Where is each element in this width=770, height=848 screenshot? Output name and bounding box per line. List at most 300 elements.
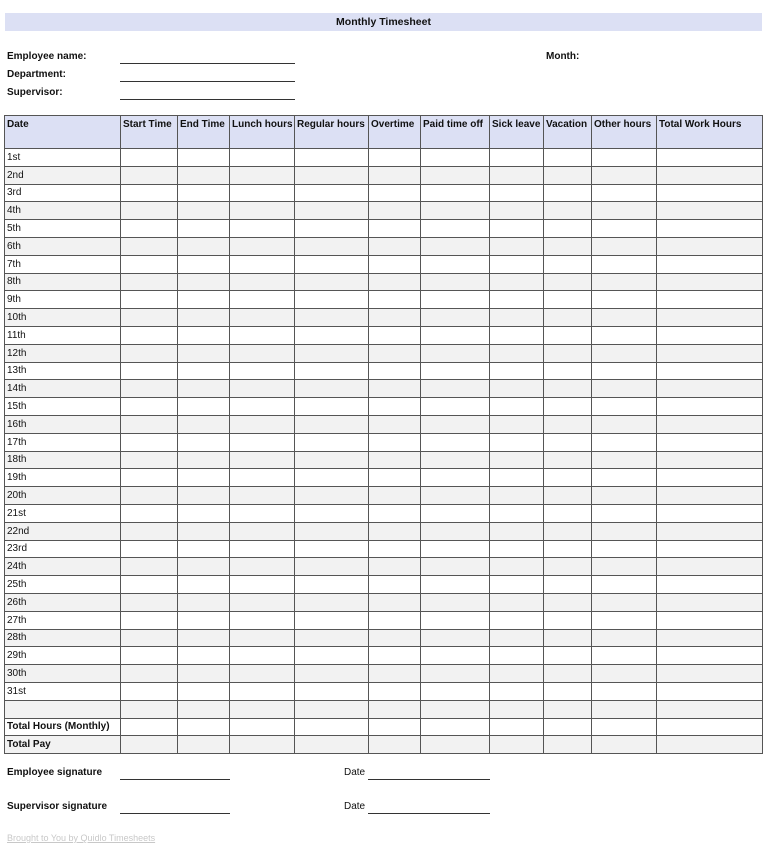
entry-cell[interactable]: [592, 611, 657, 629]
entry-cell[interactable]: [121, 504, 178, 522]
entry-cell[interactable]: [421, 309, 490, 327]
entry-cell[interactable]: [369, 398, 421, 416]
entry-cell[interactable]: [178, 433, 230, 451]
entry-cell[interactable]: [421, 540, 490, 558]
entry-cell[interactable]: [178, 362, 230, 380]
entry-cell[interactable]: [121, 184, 178, 202]
entry-cell[interactable]: [490, 611, 544, 629]
entry-cell[interactable]: [230, 344, 295, 362]
entry-cell[interactable]: [490, 344, 544, 362]
employee-name-field[interactable]: [120, 63, 295, 64]
entry-cell[interactable]: [369, 202, 421, 220]
entry-cell[interactable]: [121, 415, 178, 433]
entry-cell[interactable]: [421, 398, 490, 416]
entry-cell[interactable]: [295, 166, 369, 184]
entry-cell[interactable]: [657, 344, 763, 362]
entry-cell[interactable]: [295, 149, 369, 167]
employee-signature-field[interactable]: [120, 779, 230, 780]
entry-cell[interactable]: [592, 487, 657, 505]
entry-cell[interactable]: [490, 558, 544, 576]
entry-cell[interactable]: [592, 220, 657, 238]
entry-cell[interactable]: [369, 362, 421, 380]
entry-cell[interactable]: [295, 326, 369, 344]
entry-cell[interactable]: [178, 593, 230, 611]
entry-cell[interactable]: [544, 362, 592, 380]
entry-cell[interactable]: [421, 647, 490, 665]
entry-cell[interactable]: [230, 415, 295, 433]
entry-cell[interactable]: [544, 736, 592, 754]
entry-cell[interactable]: [657, 451, 763, 469]
entry-cell[interactable]: [490, 202, 544, 220]
entry-cell[interactable]: [295, 273, 369, 291]
entry-cell[interactable]: [369, 487, 421, 505]
entry-cell[interactable]: [544, 291, 592, 309]
entry-cell[interactable]: [369, 149, 421, 167]
entry-cell[interactable]: [295, 469, 369, 487]
entry-cell[interactable]: [490, 522, 544, 540]
entry-cell[interactable]: [121, 309, 178, 327]
entry-cell[interactable]: [121, 326, 178, 344]
entry-cell[interactable]: [657, 220, 763, 238]
entry-cell[interactable]: [490, 415, 544, 433]
entry-cell[interactable]: [490, 504, 544, 522]
entry-cell[interactable]: [295, 665, 369, 683]
entry-cell[interactable]: [230, 576, 295, 594]
entry-cell[interactable]: [295, 362, 369, 380]
entry-cell[interactable]: [657, 611, 763, 629]
entry-cell[interactable]: [421, 629, 490, 647]
entry-cell[interactable]: [121, 540, 178, 558]
entry-cell[interactable]: [295, 611, 369, 629]
entry-cell[interactable]: [592, 202, 657, 220]
entry-cell[interactable]: [490, 309, 544, 327]
entry-cell[interactable]: [421, 611, 490, 629]
entry-cell[interactable]: [178, 576, 230, 594]
entry-cell[interactable]: [121, 576, 178, 594]
entry-cell[interactable]: [121, 237, 178, 255]
entry-cell[interactable]: [592, 273, 657, 291]
entry-cell[interactable]: [421, 558, 490, 576]
entry-cell[interactable]: [490, 255, 544, 273]
entry-cell[interactable]: [295, 682, 369, 700]
entry-cell[interactable]: [421, 665, 490, 683]
entry-cell[interactable]: [421, 736, 490, 754]
entry-cell[interactable]: [657, 149, 763, 167]
entry-cell[interactable]: [178, 344, 230, 362]
entry-cell[interactable]: [592, 380, 657, 398]
entry-cell[interactable]: [657, 237, 763, 255]
entry-cell[interactable]: [178, 326, 230, 344]
entry-cell[interactable]: [369, 593, 421, 611]
entry-cell[interactable]: [230, 736, 295, 754]
entry-cell[interactable]: [657, 380, 763, 398]
entry-cell[interactable]: [230, 291, 295, 309]
entry-cell[interactable]: [295, 184, 369, 202]
entry-cell[interactable]: [178, 611, 230, 629]
entry-cell[interactable]: [421, 255, 490, 273]
entry-cell[interactable]: [295, 291, 369, 309]
entry-cell[interactable]: [490, 149, 544, 167]
entry-cell[interactable]: [121, 611, 178, 629]
entry-cell[interactable]: [230, 469, 295, 487]
entry-cell[interactable]: [421, 344, 490, 362]
entry-cell[interactable]: [295, 647, 369, 665]
entry-cell[interactable]: [490, 291, 544, 309]
entry-cell[interactable]: [121, 718, 178, 736]
entry-cell[interactable]: [592, 451, 657, 469]
entry-cell[interactable]: [178, 647, 230, 665]
employee-date-field[interactable]: [368, 779, 490, 780]
entry-cell[interactable]: [295, 255, 369, 273]
entry-cell[interactable]: [657, 665, 763, 683]
entry-cell[interactable]: [592, 433, 657, 451]
entry-cell[interactable]: [369, 540, 421, 558]
entry-cell[interactable]: [544, 540, 592, 558]
entry-cell[interactable]: [657, 522, 763, 540]
entry-cell[interactable]: [121, 451, 178, 469]
entry-cell[interactable]: [421, 237, 490, 255]
entry-cell[interactable]: [544, 344, 592, 362]
entry-cell[interactable]: [121, 647, 178, 665]
entry-cell[interactable]: [657, 326, 763, 344]
entry-cell[interactable]: [490, 682, 544, 700]
entry-cell[interactable]: [369, 718, 421, 736]
entry-cell[interactable]: [490, 469, 544, 487]
entry-cell[interactable]: [369, 166, 421, 184]
entry-cell[interactable]: [178, 166, 230, 184]
entry-cell[interactable]: [369, 255, 421, 273]
entry-cell[interactable]: [369, 344, 421, 362]
entry-cell[interactable]: [490, 237, 544, 255]
entry-cell[interactable]: [544, 522, 592, 540]
entry-cell[interactable]: [369, 682, 421, 700]
entry-cell[interactable]: [544, 611, 592, 629]
entry-cell[interactable]: [592, 576, 657, 594]
entry-cell[interactable]: [295, 202, 369, 220]
entry-cell[interactable]: [421, 522, 490, 540]
entry-cell[interactable]: [178, 665, 230, 683]
entry-cell[interactable]: [421, 593, 490, 611]
entry-cell[interactable]: [121, 736, 178, 754]
entry-cell[interactable]: [490, 736, 544, 754]
entry-cell[interactable]: [121, 344, 178, 362]
entry-cell[interactable]: [657, 576, 763, 594]
entry-cell[interactable]: [121, 255, 178, 273]
entry-cell[interactable]: [295, 718, 369, 736]
entry-cell[interactable]: [369, 469, 421, 487]
entry-cell[interactable]: [490, 273, 544, 291]
entry-cell[interactable]: [230, 504, 295, 522]
entry-cell[interactable]: [544, 433, 592, 451]
entry-cell[interactable]: [544, 487, 592, 505]
entry-cell[interactable]: [178, 469, 230, 487]
entry-cell[interactable]: [592, 326, 657, 344]
supervisor-signature-field[interactable]: [120, 813, 230, 814]
entry-cell[interactable]: [369, 220, 421, 238]
entry-cell[interactable]: [369, 736, 421, 754]
entry-cell[interactable]: [121, 291, 178, 309]
entry-cell[interactable]: [657, 647, 763, 665]
entry-cell[interactable]: [490, 718, 544, 736]
entry-cell[interactable]: [178, 629, 230, 647]
entry-cell[interactable]: [369, 415, 421, 433]
entry-cell[interactable]: [421, 184, 490, 202]
entry-cell[interactable]: [178, 540, 230, 558]
entry-cell[interactable]: [657, 718, 763, 736]
entry-cell[interactable]: [490, 184, 544, 202]
entry-cell[interactable]: [121, 700, 178, 718]
entry-cell[interactable]: [544, 202, 592, 220]
entry-cell[interactable]: [178, 682, 230, 700]
entry-cell[interactable]: [369, 184, 421, 202]
entry-cell[interactable]: [230, 700, 295, 718]
entry-cell[interactable]: [421, 576, 490, 594]
entry-cell[interactable]: [592, 736, 657, 754]
entry-cell[interactable]: [544, 166, 592, 184]
entry-cell[interactable]: [295, 451, 369, 469]
entry-cell[interactable]: [369, 700, 421, 718]
entry-cell[interactable]: [592, 665, 657, 683]
entry-cell[interactable]: [657, 273, 763, 291]
entry-cell[interactable]: [121, 487, 178, 505]
entry-cell[interactable]: [230, 326, 295, 344]
entry-cell[interactable]: [178, 220, 230, 238]
entry-cell[interactable]: [295, 380, 369, 398]
entry-cell[interactable]: [121, 166, 178, 184]
entry-cell[interactable]: [657, 398, 763, 416]
entry-cell[interactable]: [295, 237, 369, 255]
entry-cell[interactable]: [544, 398, 592, 416]
entry-cell[interactable]: [657, 362, 763, 380]
entry-cell[interactable]: [369, 576, 421, 594]
entry-cell[interactable]: [230, 718, 295, 736]
entry-cell[interactable]: [178, 487, 230, 505]
entry-cell[interactable]: [369, 629, 421, 647]
entry-cell[interactable]: [121, 665, 178, 683]
entry-cell[interactable]: [178, 522, 230, 540]
entry-cell[interactable]: [421, 700, 490, 718]
entry-cell[interactable]: [592, 647, 657, 665]
entry-cell[interactable]: [592, 540, 657, 558]
entry-cell[interactable]: [230, 647, 295, 665]
entry-cell[interactable]: [421, 487, 490, 505]
entry-cell[interactable]: [657, 415, 763, 433]
entry-cell[interactable]: [230, 593, 295, 611]
entry-cell[interactable]: [544, 647, 592, 665]
entry-cell[interactable]: [178, 415, 230, 433]
entry-cell[interactable]: [369, 451, 421, 469]
entry-cell[interactable]: [178, 398, 230, 416]
entry-cell[interactable]: [295, 593, 369, 611]
entry-cell[interactable]: [295, 540, 369, 558]
entry-cell[interactable]: [490, 540, 544, 558]
entry-cell[interactable]: [369, 611, 421, 629]
entry-cell[interactable]: [544, 184, 592, 202]
entry-cell[interactable]: [295, 433, 369, 451]
entry-cell[interactable]: [178, 380, 230, 398]
entry-cell[interactable]: [490, 166, 544, 184]
entry-cell[interactable]: [657, 309, 763, 327]
entry-cell[interactable]: [421, 433, 490, 451]
entry-cell[interactable]: [230, 362, 295, 380]
entry-cell[interactable]: [421, 682, 490, 700]
entry-cell[interactable]: [121, 593, 178, 611]
entry-cell[interactable]: [490, 380, 544, 398]
entry-cell[interactable]: [369, 665, 421, 683]
entry-cell[interactable]: [544, 576, 592, 594]
entry-cell[interactable]: [544, 451, 592, 469]
entry-cell[interactable]: [592, 398, 657, 416]
entry-cell[interactable]: [230, 202, 295, 220]
entry-cell[interactable]: [421, 149, 490, 167]
entry-cell[interactable]: [121, 558, 178, 576]
entry-cell[interactable]: [369, 237, 421, 255]
entry-cell[interactable]: [657, 291, 763, 309]
entry-cell[interactable]: [421, 202, 490, 220]
entry-cell[interactable]: [490, 700, 544, 718]
entry-cell[interactable]: [490, 326, 544, 344]
entry-cell[interactable]: [592, 629, 657, 647]
entry-cell[interactable]: [121, 220, 178, 238]
entry-cell[interactable]: [230, 682, 295, 700]
entry-cell[interactable]: [178, 184, 230, 202]
entry-cell[interactable]: [121, 362, 178, 380]
entry-cell[interactable]: [544, 415, 592, 433]
entry-cell[interactable]: [592, 593, 657, 611]
entry-cell[interactable]: [544, 558, 592, 576]
entry-cell[interactable]: [295, 487, 369, 505]
entry-cell[interactable]: [657, 184, 763, 202]
entry-cell[interactable]: [657, 736, 763, 754]
entry-cell[interactable]: [421, 273, 490, 291]
entry-cell[interactable]: [544, 629, 592, 647]
entry-cell[interactable]: [369, 504, 421, 522]
entry-cell[interactable]: [421, 469, 490, 487]
entry-cell[interactable]: [544, 504, 592, 522]
entry-cell[interactable]: [544, 665, 592, 683]
entry-cell[interactable]: [230, 149, 295, 167]
entry-cell[interactable]: [544, 255, 592, 273]
entry-cell[interactable]: [490, 398, 544, 416]
entry-cell[interactable]: [544, 273, 592, 291]
entry-cell[interactable]: [421, 415, 490, 433]
entry-cell[interactable]: [421, 326, 490, 344]
entry-cell[interactable]: [230, 451, 295, 469]
entry-cell[interactable]: [544, 682, 592, 700]
entry-cell[interactable]: [295, 558, 369, 576]
entry-cell[interactable]: [121, 398, 178, 416]
entry-cell[interactable]: [592, 504, 657, 522]
entry-cell[interactable]: [230, 522, 295, 540]
entry-cell[interactable]: [421, 362, 490, 380]
entry-cell[interactable]: [295, 736, 369, 754]
entry-cell[interactable]: [369, 433, 421, 451]
entry-cell[interactable]: [178, 718, 230, 736]
entry-cell[interactable]: [230, 166, 295, 184]
entry-cell[interactable]: [230, 273, 295, 291]
entry-cell[interactable]: [657, 487, 763, 505]
entry-cell[interactable]: [295, 629, 369, 647]
entry-cell[interactable]: [592, 149, 657, 167]
entry-cell[interactable]: [592, 166, 657, 184]
entry-cell[interactable]: [657, 469, 763, 487]
entry-cell[interactable]: [421, 451, 490, 469]
entry-cell[interactable]: [178, 237, 230, 255]
entry-cell[interactable]: [178, 736, 230, 754]
entry-cell[interactable]: [369, 291, 421, 309]
entry-cell[interactable]: [295, 504, 369, 522]
entry-cell[interactable]: [592, 291, 657, 309]
entry-cell[interactable]: [178, 291, 230, 309]
entry-cell[interactable]: [592, 344, 657, 362]
entry-cell[interactable]: [544, 700, 592, 718]
entry-cell[interactable]: [230, 309, 295, 327]
entry-cell[interactable]: [592, 309, 657, 327]
entry-cell[interactable]: [121, 380, 178, 398]
entry-cell[interactable]: [657, 433, 763, 451]
entry-cell[interactable]: [121, 273, 178, 291]
entry-cell[interactable]: [592, 700, 657, 718]
entry-cell[interactable]: [230, 220, 295, 238]
entry-cell[interactable]: [592, 184, 657, 202]
entry-cell[interactable]: [544, 469, 592, 487]
entry-cell[interactable]: [121, 522, 178, 540]
entry-cell[interactable]: [544, 718, 592, 736]
entry-cell[interactable]: [121, 433, 178, 451]
entry-cell[interactable]: [592, 718, 657, 736]
entry-cell[interactable]: [369, 380, 421, 398]
entry-cell[interactable]: [295, 522, 369, 540]
entry-cell[interactable]: [369, 326, 421, 344]
entry-cell[interactable]: [592, 682, 657, 700]
entry-cell[interactable]: [178, 504, 230, 522]
supervisor-field[interactable]: [120, 99, 295, 100]
entry-cell[interactable]: [230, 433, 295, 451]
entry-cell[interactable]: [421, 220, 490, 238]
entry-cell[interactable]: [230, 487, 295, 505]
entry-cell[interactable]: [121, 682, 178, 700]
entry-cell[interactable]: [230, 540, 295, 558]
entry-cell[interactable]: [544, 220, 592, 238]
entry-cell[interactable]: [544, 326, 592, 344]
entry-cell[interactable]: [592, 522, 657, 540]
entry-cell[interactable]: [178, 149, 230, 167]
entry-cell[interactable]: [421, 504, 490, 522]
entry-cell[interactable]: [657, 558, 763, 576]
entry-cell[interactable]: [544, 593, 592, 611]
entry-cell[interactable]: [592, 558, 657, 576]
entry-cell[interactable]: [295, 700, 369, 718]
entry-cell[interactable]: [490, 629, 544, 647]
entry-cell[interactable]: [121, 202, 178, 220]
entry-cell[interactable]: [230, 255, 295, 273]
entry-cell[interactable]: [592, 255, 657, 273]
entry-cell[interactable]: [490, 220, 544, 238]
entry-cell[interactable]: [490, 362, 544, 380]
entry-cell[interactable]: [121, 469, 178, 487]
entry-cell[interactable]: [592, 415, 657, 433]
entry-cell[interactable]: [230, 380, 295, 398]
entry-cell[interactable]: [657, 700, 763, 718]
entry-cell[interactable]: [230, 184, 295, 202]
entry-cell[interactable]: [230, 665, 295, 683]
entry-cell[interactable]: [421, 166, 490, 184]
entry-cell[interactable]: [421, 718, 490, 736]
entry-cell[interactable]: [295, 415, 369, 433]
entry-cell[interactable]: [178, 255, 230, 273]
entry-cell[interactable]: [369, 273, 421, 291]
entry-cell[interactable]: [178, 700, 230, 718]
